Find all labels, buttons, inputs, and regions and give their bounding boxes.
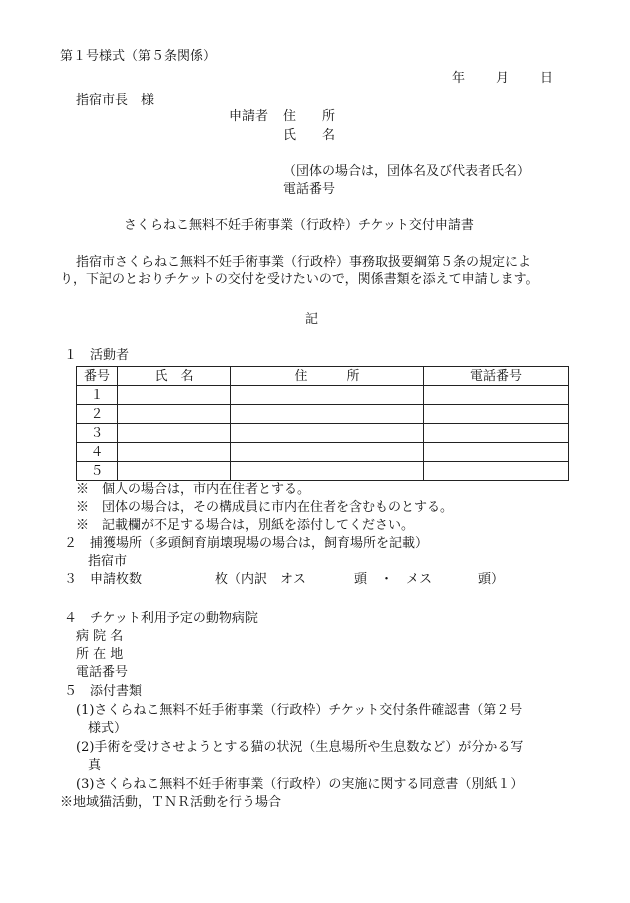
- section5-heading: ５ 添付書類: [64, 684, 143, 699]
- body-line-1: 指宿市さくらねこ無料不妊手術事業（行政枠）事務取扱要綱第５条の規定によ: [76, 255, 532, 270]
- date-year: 年: [452, 71, 466, 86]
- date-day: 日: [540, 71, 554, 86]
- row-number: ２: [77, 405, 118, 424]
- note-individual: ※ 個人の場合は，市内在住者とする。: [76, 482, 311, 497]
- row-address-cell: [231, 405, 424, 424]
- table-header-row: [77, 367, 569, 386]
- section4-heading: ４ チケット利用予定の動物病院: [64, 611, 258, 626]
- date-month: 月: [496, 71, 510, 86]
- row-name-cell: [118, 443, 231, 462]
- row-number: １: [77, 386, 118, 405]
- table-row: [77, 462, 569, 481]
- section1-heading: １ 活動者: [64, 348, 130, 363]
- section2-heading: ２ 捕獲場所（多頭飼育崩壊現場の場合は，飼育場所を記載）: [64, 536, 429, 551]
- applicant-group-note: （団体の場合は，団体名及び代表者氏名）: [283, 164, 531, 179]
- addressee: 指宿市長 様: [76, 93, 155, 108]
- row-address-cell: [231, 386, 424, 405]
- row-name-cell: [118, 386, 231, 405]
- attachment-2-line-2: 真: [88, 758, 102, 773]
- applicant-address-label: 住 所: [283, 109, 336, 124]
- hospital-phone-label: 電話番号: [76, 665, 129, 680]
- row-name-cell: [118, 462, 231, 481]
- table-row: [77, 386, 569, 405]
- section3-tou1: 頭 ・ メス: [354, 572, 433, 587]
- note-insufficient: ※ 記載欄が不足する場合は，別紙を添付してください。: [76, 518, 415, 533]
- attachment-2-line-1: (2)手術を受けさせようとする猫の状況（生息場所や生息数など）が分かる写: [76, 740, 524, 755]
- row-name-cell: [118, 405, 231, 424]
- document-title: さくらねこ無料不妊手術事業（行政枠）チケット交付申請書: [124, 218, 474, 233]
- row-phone-cell: [424, 405, 569, 424]
- hospital-location-label: 所 在 地: [76, 647, 124, 662]
- row-number: ５: [77, 462, 118, 481]
- header-address: 住 所: [231, 367, 424, 386]
- hospital-name-label: 病 院 名: [76, 629, 124, 644]
- table-row: [77, 443, 569, 462]
- section3-mai: 枚（内訳 オス: [215, 572, 306, 587]
- header-number: 番号: [77, 367, 118, 386]
- members-table: [76, 366, 569, 481]
- row-number: ４: [77, 443, 118, 462]
- attachment-3: (3)さくらねこ無料不妊手術事業（行政枠）の実施に関する同意書（別紙１）: [76, 777, 524, 792]
- section3-label: ３ 申請枚数: [64, 572, 143, 587]
- row-address-cell: [231, 424, 424, 443]
- table-row: [77, 405, 569, 424]
- applicant-name-label: 氏 名: [283, 128, 336, 143]
- header-name: 氏 名: [118, 367, 231, 386]
- attachment-1-line-1: (1)さくらねこ無料不妊手術事業（行政枠）チケット交付条件確認書（第２号: [76, 703, 523, 718]
- ki-heading: 記: [305, 312, 319, 327]
- row-address-cell: [231, 462, 424, 481]
- row-address-cell: [231, 443, 424, 462]
- row-phone-cell: [424, 386, 569, 405]
- row-phone-cell: [424, 424, 569, 443]
- capture-location: 指宿市: [88, 554, 128, 569]
- body-line-2: り，下記のとおりチケットの交付を受けたいので，関係書類を添えて申請します。: [60, 272, 539, 287]
- row-phone-cell: [424, 443, 569, 462]
- applicant-phone-label: 電話番号: [283, 182, 336, 197]
- row-number: ３: [77, 424, 118, 443]
- row-phone-cell: [424, 462, 569, 481]
- form-number: 第１号様式（第５条関係）: [60, 49, 217, 64]
- row-name-cell: [118, 424, 231, 443]
- section3-tou2: 頭）: [478, 572, 505, 587]
- table-row: [77, 424, 569, 443]
- applicant-label: 申請者: [229, 109, 269, 124]
- attachment-footnote: ※地域猫活動，ＴＮＲ活動を行う場合: [60, 795, 282, 810]
- header-phone: 電話番号: [424, 367, 569, 386]
- attachment-1-line-2: 様式）: [88, 721, 128, 736]
- note-group: ※ 団体の場合は，その構成員に市内在住者を含むものとする。: [76, 500, 454, 515]
